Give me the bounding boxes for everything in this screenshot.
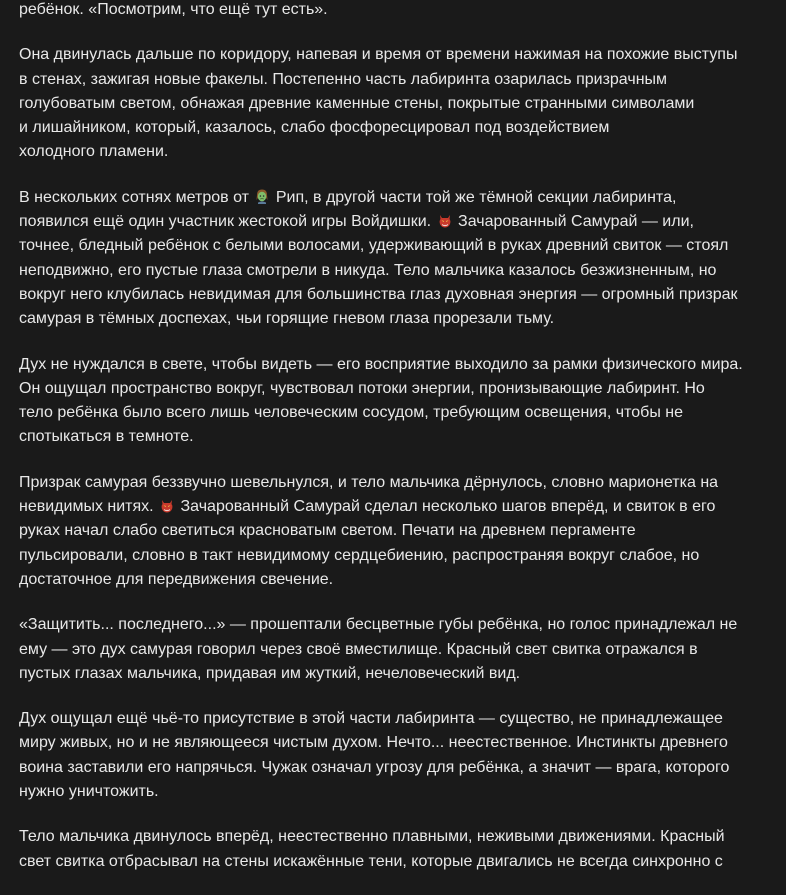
text-segment: Зачарованный Самурай — или,	[453, 213, 694, 231]
text-line: самурая в тёмных доспехах, чьи горящие гневом глаза прорезали тьму.	[19, 310, 555, 328]
woman-zombie-emoji	[254, 188, 270, 204]
oni-mask-emoji	[159, 497, 175, 513]
document-body	[19, 0, 769, 895]
text-line: воина заставили его напрячься. Чужак означал угрозу для ребёнка, а значит — врага, которого	[19, 758, 730, 776]
text-line: тело ребёнка было всего лишь человеческим сосудом, требующим освещения, чтобы не	[19, 404, 683, 422]
text-segment: Зачарованный Самурай сделал несколько шагов вперёд, и свиток в его	[176, 498, 716, 516]
text-line: достаточное для передвижения свечение.	[19, 570, 334, 588]
text-line: точнее, бледный ребёнок с белыми волосами, удерживающий в руках древний свиток — стоял	[19, 237, 729, 255]
text-line: Она двинулась дальше по коридору, напевая и время от времени нажимая на похожие выступы	[19, 46, 738, 64]
text-line: Он ощущал пространство вокруг, чувствовал потоки энергии, пронизывающие лабиринт. Но	[19, 379, 705, 397]
paragraph	[19, 43, 769, 164]
oni-mask-emoji	[437, 212, 453, 228]
text-line: Тело мальчика двинулось вперёд, неестественно плавными, неживыми движениями. Красный	[19, 828, 725, 846]
text-line: и лишайником, который, казалось, слабо фосфоресцировал под воздействием	[19, 119, 610, 137]
text-line: ему — это дух самурая говорил через своё вместилище. Красный свет свитка отражался в	[19, 640, 698, 658]
paragraph	[19, 707, 769, 804]
paragraph	[19, 353, 769, 450]
text-line	[19, 210, 769, 234]
text-line: руках начал слабо светиться красноватым светом. Печати на древнем пергаменте	[19, 522, 636, 540]
paragraph	[19, 186, 769, 332]
paragraph	[19, 0, 769, 22]
text-segment: появился ещё один участник жестокой игры Войдишки.	[19, 213, 436, 231]
text-line	[19, 495, 769, 519]
text-line: пустых глазах мальчика, придавая им жуткий, нечеловеческий вид.	[19, 664, 521, 682]
paragraph	[19, 825, 769, 874]
text-line: Дух ощущал ещё чьё-то присутствие в этой части лабиринта — существо, не принадлежащее	[19, 710, 723, 728]
text-line: голубоватым светом, обнажая древние каменные стены, покрытые странными символами	[19, 94, 695, 112]
text-line: в стенах, зажигая новые факелы. Постепенно часть лабиринта озарилась призрачным	[19, 70, 668, 88]
text-line: неподвижно, его пустые глаза смотрели в никуда. Тело мальчика казалось безжизненным, но	[19, 261, 717, 279]
text-line: Дух не нуждался в свете, чтобы видеть — его восприятие выходило за рамки физического мира.	[19, 355, 743, 373]
text-line: Призрак самурая беззвучно шевельнулся, и тело мальчика дёрнулось, словно марионетка на	[19, 473, 719, 491]
text-line: свет свитка отбрасывал на стены искажённые тени, которые двигались не всегда синхронно с	[19, 852, 723, 870]
text-segment: Рип, в другой части той же тёмной секции лабиринта,	[271, 188, 677, 206]
text-line	[19, 186, 769, 210]
text-line: ребёнок. «Посмотрим, что ещё тут есть».	[19, 1, 328, 18]
text-line: «Защитить... последнего...» — прошептали бесцветные губы ребёнка, но голос принадлежал не	[19, 616, 738, 634]
text-line: пульсировали, словно в такт невидимому сердцебиению, распространяя вокруг слабое, но	[19, 546, 700, 564]
text-segment: невидимых нитях.	[19, 498, 159, 516]
text-line: миру живых, но и не являющееся чистым духом. Нечто... неестественное. Инстинкты древнего	[19, 734, 728, 752]
text-line: вокруг него клубилась невидимая для большинства глаз духовная энергия — огромный призрак	[19, 285, 738, 303]
text-segment: В нескольких сотнях метров от	[19, 188, 254, 206]
paragraph	[19, 613, 769, 686]
text-line: холодного пламени.	[19, 143, 169, 161]
text-line: нужно уничтожить.	[19, 783, 159, 801]
paragraph	[19, 471, 769, 592]
text-line: спотыкаться в темноте.	[19, 428, 194, 446]
